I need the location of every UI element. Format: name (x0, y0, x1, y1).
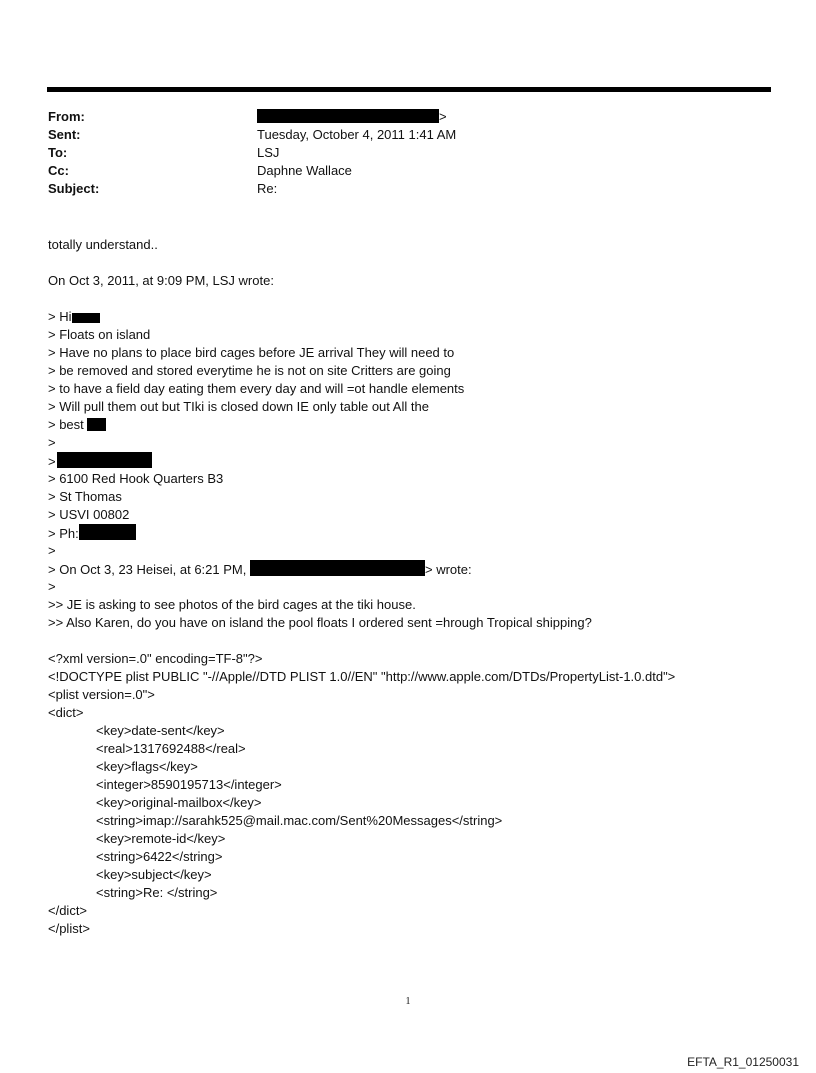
blank-line (48, 290, 778, 308)
plist-entry: <key>subject</key> (96, 867, 212, 882)
quoted-signoff (48, 416, 778, 434)
quoted-line: > (48, 579, 56, 594)
nested-reply-intro (48, 560, 778, 578)
from-value-suffix: > (439, 109, 447, 124)
plist-xml-declaration: <?xml version=.0" encoding=TF-8"?> (48, 651, 263, 666)
plist-doctype: <!DOCTYPE plist PUBLIC "-//Apple//DTD PLIST 1.0//EN" "http://www.apple.com/DTDs/PropertyList-1.0.dtd"> (48, 669, 676, 684)
plist-entry: <key>remote-id</key> (96, 831, 226, 846)
redaction-box (250, 560, 425, 576)
body-opening: totally understand.. (48, 237, 158, 252)
quoted-phone-label: > Ph: (48, 526, 79, 541)
from-value (257, 108, 447, 126)
cc-label: Cc: (48, 163, 69, 178)
quoted-line: > be removed and stored everytime he is not on site Critters are going (48, 363, 451, 378)
quoted-line: > (48, 543, 56, 558)
plist-entry: <key>date-sent</key> (96, 723, 225, 738)
header-rule (47, 87, 771, 92)
quoted-line: > (48, 435, 56, 450)
quoted-line: > Floats on island (48, 327, 151, 342)
quoted-address-line: > St Thomas (48, 489, 122, 504)
blank-line (48, 254, 778, 272)
redaction-box (257, 109, 439, 123)
redaction-box (79, 524, 136, 540)
bates-number: EFTA_R1_01250031 (687, 1055, 799, 1069)
quoted-greeting (48, 308, 778, 326)
plist-dict-close: </dict> (48, 903, 88, 918)
subject-label: Subject: (48, 181, 100, 196)
subject-value: Re: (257, 181, 278, 196)
from-label: From: (48, 109, 85, 124)
blank-line (48, 632, 778, 650)
nested-quoted-line: >> Also Karen, do you have on island the pool floats I ordered sent =hrough Tropical shipping? (48, 615, 592, 630)
plist-open-tag: <plist version=.0"> (48, 687, 155, 702)
quoted-line: > Have no plans to place bird cages before JE arrival They will need to (48, 345, 455, 360)
reply-intro: On Oct 3, 2011, at 9:09 PM, LSJ wrote: (48, 273, 274, 288)
page-number: 1 (405, 996, 411, 1007)
quoted-greeting-text: > Hi (48, 309, 72, 324)
nested-intro-suffix: > wrote: (424, 562, 472, 577)
quoted-address-line: > USVI 00802 (48, 507, 130, 522)
cc-value: Daphne Wallace (257, 163, 352, 178)
plist-entry: <key>original-mailbox</key> (96, 795, 262, 810)
quoted-signoff-text: > best (48, 417, 84, 432)
plist-entry: <integer>8590195713</integer> (96, 777, 282, 792)
email-body (48, 236, 778, 938)
redaction-box (72, 313, 100, 323)
to-value: LSJ (257, 145, 280, 160)
plist-entry: <key>flags</key> (96, 759, 198, 774)
sent-label: Sent: (48, 127, 81, 142)
to-label: To: (48, 145, 68, 160)
plist-entry: <string>imap://sarahk525@mail.mac.com/Sent%20Messages</string> (96, 813, 503, 828)
plist-entry: <real>1317692488</real> (96, 741, 246, 756)
sent-value: Tuesday, October 4, 2011 1:41 AM (257, 127, 457, 142)
nested-intro-prefix: > On Oct 3, 23 Heisei, at 6:21 PM, (48, 562, 247, 577)
plist-entry: <string>Re: </string> (96, 885, 218, 900)
plist-entry: <string>6422</string> (96, 849, 223, 864)
redaction-box (87, 418, 106, 431)
quoted-address-line: > 6100 Red Hook Quarters B3 (48, 471, 224, 486)
quoted-marker: > (48, 454, 56, 469)
redaction-box (57, 452, 152, 468)
plist-dict-open: <dict> (48, 705, 84, 720)
quoted-line: > to have a field day eating them every day and will =ot handle elements (48, 381, 465, 396)
quoted-line: > Will pull them out but TIki is closed down IE only table out All the (48, 399, 429, 414)
plist-close-tag: </plist> (48, 921, 90, 936)
nested-quoted-line: >> JE is asking to see photos of the bird cages at the tiki house. (48, 597, 416, 612)
quoted-signature-name (48, 452, 778, 470)
quoted-phone (48, 524, 778, 542)
